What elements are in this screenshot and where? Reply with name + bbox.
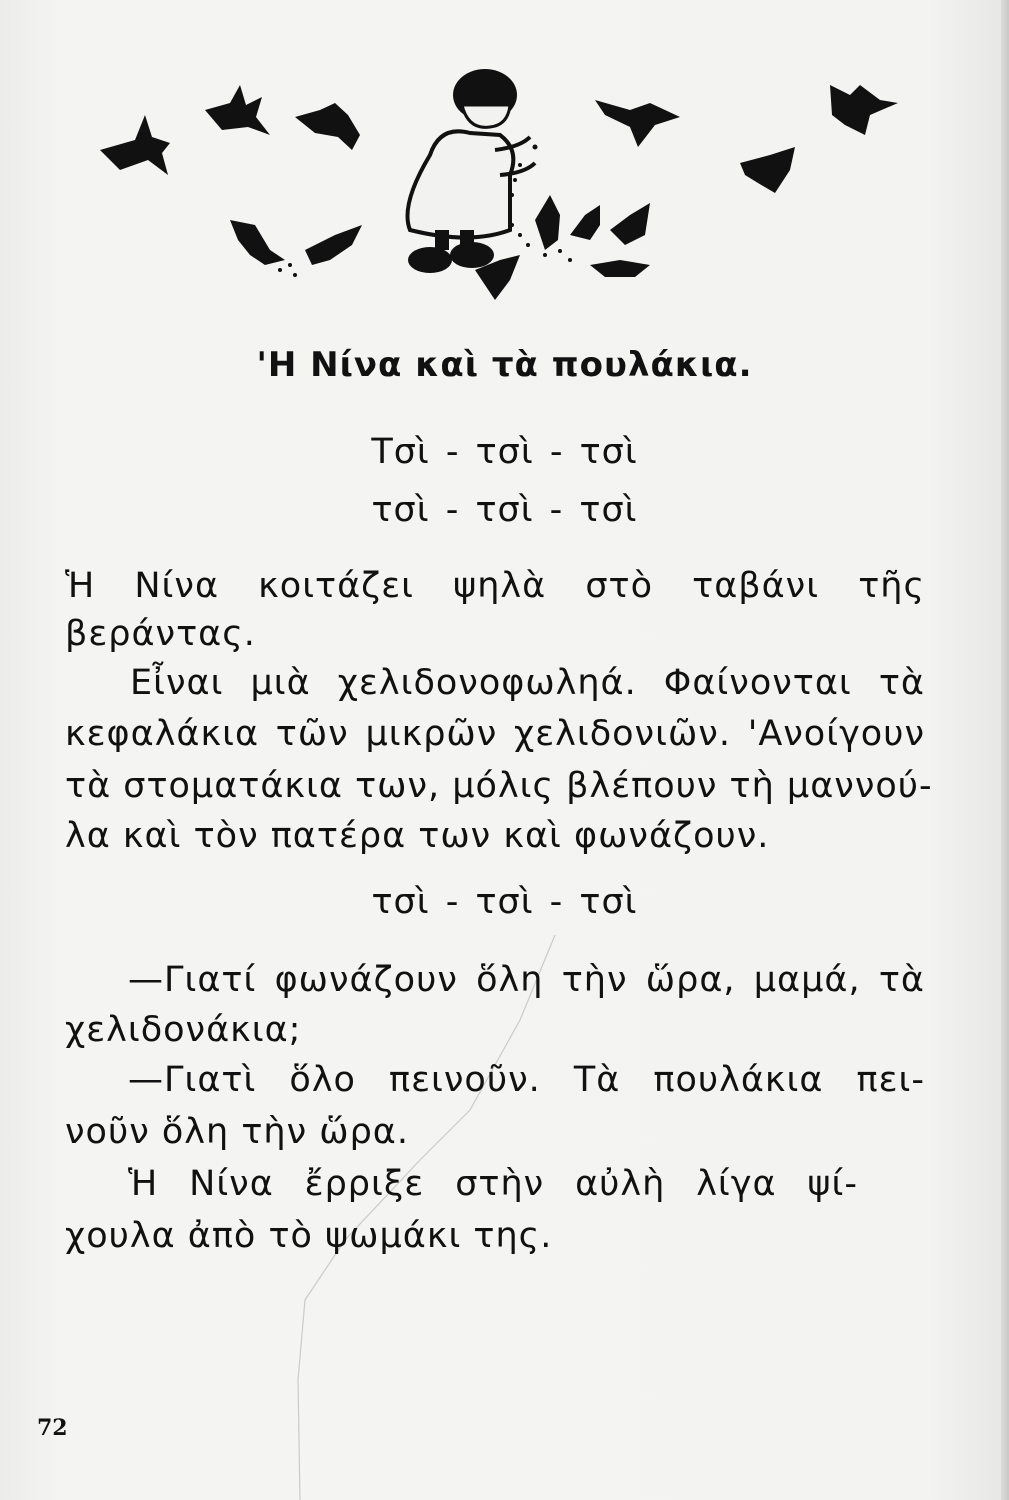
- text-line: βεράντας.: [65, 614, 256, 654]
- text-line: κεφαλάκια τῶν μικρῶν χελιδονιῶν. 'Ανοίγουν: [65, 714, 925, 754]
- text-line: λα καὶ τὸν πατέρα των καὶ φωνάζουν.: [65, 816, 770, 856]
- text-line: Ἡ Νίνα ἔρριξε στὴν αὐλὴ λίγα ψί-: [128, 1164, 858, 1204]
- page-title: 'Η Νίνα καὶ τὰ πουλάκια.: [256, 345, 753, 385]
- text-line: Ἡ Νίνα κοιτάζει ψηλὰ στὸ ταβάνι τῆς: [65, 566, 925, 606]
- chant-line: τσὶ - τσὶ - τσὶ: [371, 490, 638, 530]
- text-line: νοῦν ὅλη τὴν ὥρα.: [65, 1112, 409, 1152]
- text-line: χελιδονάκια;: [65, 1010, 302, 1050]
- page-number: 72: [37, 1415, 68, 1441]
- text-line: —Γιατὶ ὅλο πεινοῦν. Τὰ πουλάκια πει-: [128, 1060, 925, 1100]
- girl-feeding-birds-illustration: [90, 55, 910, 315]
- chant-line: τσὶ - τσὶ - τσὶ: [371, 882, 638, 922]
- text-line: —Γιατί φωνάζουν ὅλη τὴν ὥρα, μαμά, τὰ: [128, 960, 925, 1000]
- chant-line: Τσὶ - τσὶ - τσὶ: [371, 432, 638, 472]
- text-line: τὰ στοματάκια των, μόλις βλέπουν τὴ μαννού-: [65, 766, 933, 806]
- text-line: Εἶναι μιὰ χελιδονοφωληά. Φαίνονται τὰ: [130, 663, 925, 703]
- page-edge-shadow: [1001, 0, 1009, 1500]
- text-line: χουλα ἀπὸ τὸ ψωμάκι της.: [65, 1216, 553, 1256]
